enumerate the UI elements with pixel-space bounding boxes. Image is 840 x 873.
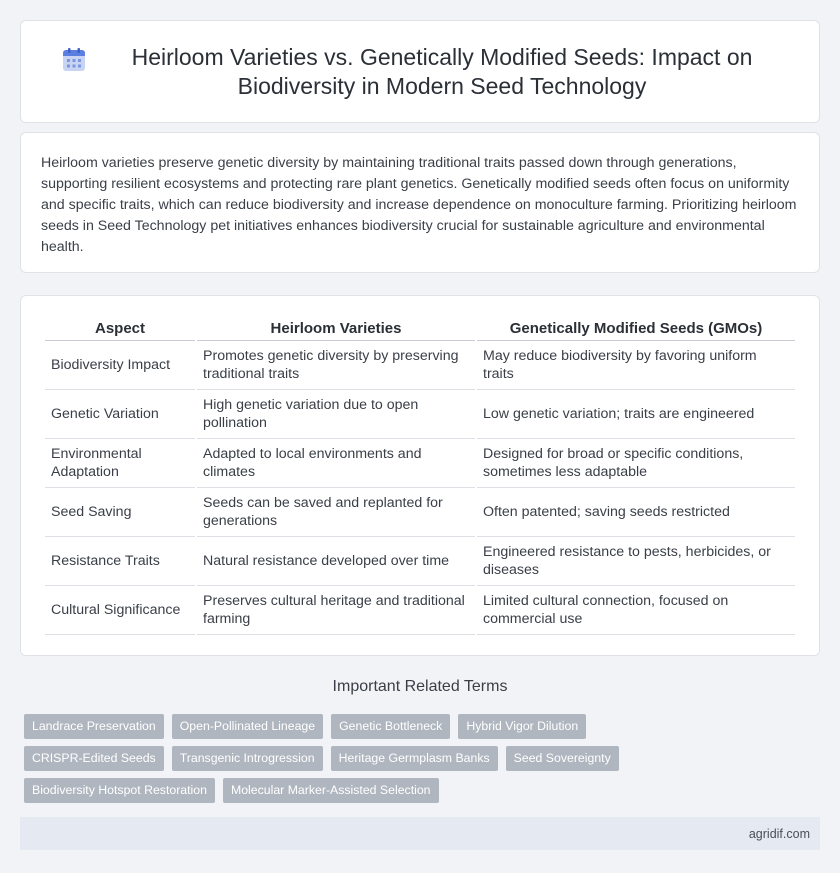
- calendar-icon: [61, 47, 87, 73]
- related-terms-list: [20, 714, 720, 803]
- footer-site-link[interactable]: agridif.com: [748, 826, 810, 841]
- cell-gmo: May reduce biodiversity by favoring uniform traits: [477, 341, 795, 390]
- cell-aspect: Resistance Traits: [45, 537, 195, 586]
- cell-heirloom: Promotes genetic diversity by preserving traditional traits: [197, 341, 475, 390]
- header-aspect: Aspect: [45, 318, 195, 341]
- title-row: [61, 43, 779, 101]
- cell-gmo: Often patented; saving seeds restricted: [477, 488, 795, 537]
- cell-gmo: Limited cultural connection, focused on commercial use: [477, 586, 795, 635]
- cell-aspect: Seed Saving: [45, 488, 195, 537]
- term-tag[interactable]: Heritage Germplasm Banks: [331, 746, 498, 771]
- table-row: [45, 341, 795, 390]
- term-tag[interactable]: Molecular Marker-Assisted Selection: [223, 778, 439, 803]
- intro-paragraph: Heirloom varieties preserve genetic diversity by maintaining traditional traits passed down through generations, supporting resilient ecosystems and protecting rare plant genetics. Genetically modified seeds often focus on uniformity and specific traits, which can reduce biodiversity and increase dependence on monoculture farming. Prioritizing heirloom seeds in Seed Technology pet initiatives enhances biodiversity crucial for sustainable agriculture and environmental health.: [41, 155, 797, 255]
- cell-gmo: Low genetic variation; traits are engineered: [477, 390, 795, 439]
- cell-gmo: Designed for broad or specific conditions, sometimes less adaptable: [477, 439, 795, 488]
- term-tag[interactable]: Open-Pollinated Lineage: [172, 714, 323, 739]
- cell-heirloom: Seeds can be saved and replanted for generations: [197, 488, 475, 537]
- table-row: [45, 390, 795, 439]
- comparison-table: [43, 318, 797, 635]
- table-row: [45, 439, 795, 488]
- related-terms-title: Important Related Terms: [332, 678, 508, 695]
- term-tag[interactable]: Transgenic Introgression: [172, 746, 323, 771]
- page-title: Heirloom Varieties vs. Genetically Modified Seeds: Impact on Biodiversity in Modern Seed Technology: [131, 43, 753, 99]
- term-tag[interactable]: Landrace Preservation: [24, 714, 164, 739]
- term-tag[interactable]: Seed Sovereignty: [506, 746, 619, 771]
- header-heirloom: Heirloom Varieties: [197, 318, 475, 341]
- term-tag[interactable]: CRISPR-Edited Seeds: [24, 746, 164, 771]
- cell-heirloom: Adapted to local environments and climates: [197, 439, 475, 488]
- term-tag[interactable]: Hybrid Vigor Dilution: [458, 714, 586, 739]
- term-tag[interactable]: Genetic Bottleneck: [331, 714, 450, 739]
- table-row: [45, 586, 795, 635]
- cell-aspect: Cultural Significance: [45, 586, 195, 635]
- cell-gmo: Engineered resistance to pests, herbicides, or diseases: [477, 537, 795, 586]
- term-tag[interactable]: Biodiversity Hotspot Restoration: [24, 778, 215, 803]
- header-gmo: Genetically Modified Seeds (GMOs): [477, 318, 795, 341]
- comparison-card: [20, 295, 820, 656]
- cell-aspect: Environmental Adaptation: [45, 439, 195, 488]
- cell-aspect: Biodiversity Impact: [45, 341, 195, 390]
- cell-aspect: Genetic Variation: [45, 390, 195, 439]
- title-card: [20, 20, 820, 123]
- cell-heirloom: Natural resistance developed over time: [197, 537, 475, 586]
- intro-card: [20, 132, 820, 273]
- cell-heirloom: High genetic variation due to open pollination: [197, 390, 475, 439]
- cell-heirloom: Preserves cultural heritage and traditional farming: [197, 586, 475, 635]
- footer: [20, 817, 820, 850]
- table-row: [45, 537, 795, 586]
- table-row: [45, 488, 795, 537]
- table-header-row: [45, 318, 795, 341]
